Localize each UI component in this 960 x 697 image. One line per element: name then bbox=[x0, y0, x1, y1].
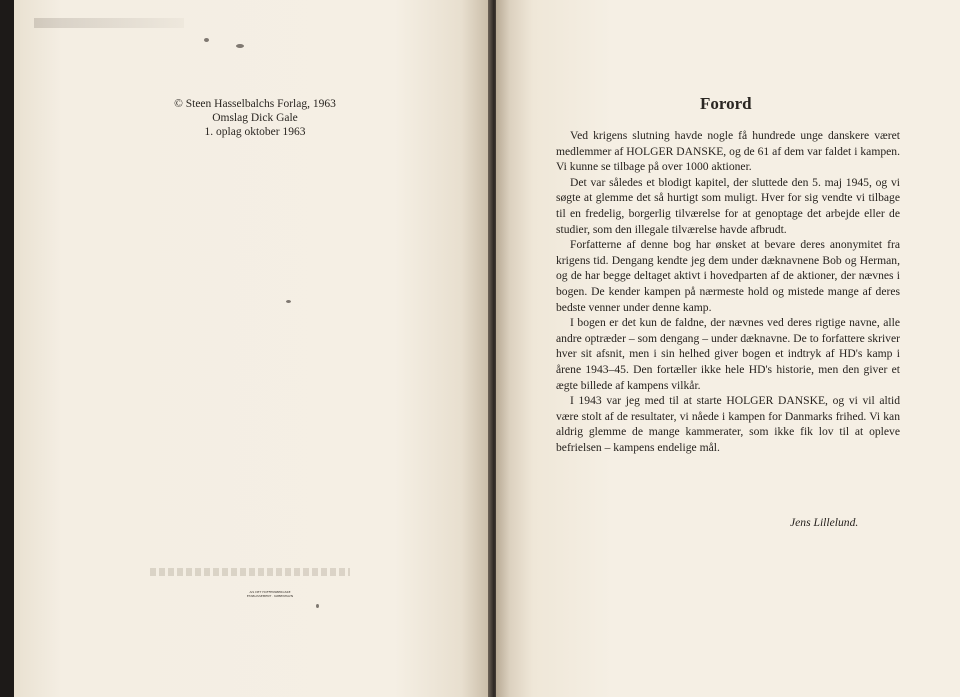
show-through-text bbox=[150, 568, 350, 576]
printer-mark-line: AiS DET HOFFENSBERGSKE bbox=[249, 590, 291, 594]
paragraph: Forfatterne af denne bog har ønsket at bevare deres anonymitet fra krigens tid. Dengang kendte jeg dem under dæknavnene Bob og Herman, og de har begge deltaget aktivt i hovedparten af de aktioner, der nævnes i bogen. De kender kampen på nærmeste hold og mistede mange af deres bedste venner under denne kamp. bbox=[556, 238, 900, 314]
signature: Jens Lillelund. bbox=[790, 516, 859, 529]
ink-speck bbox=[236, 44, 244, 48]
page-title: Forord bbox=[700, 94, 752, 113]
ink-speck bbox=[286, 300, 291, 303]
ink-speck bbox=[204, 38, 209, 42]
imprint-cover-credit: Omslag Dick Gale bbox=[212, 112, 298, 124]
page-stain bbox=[34, 18, 184, 28]
paragraph: Ved krigens slutning havde nogle få hundrede unge danskere været medlemmer af HOLGER DANSKE, og de 61 af dem var faldet i kampen. Vi kunne se tilbage på over 1000 aktioner. bbox=[556, 129, 900, 174]
paragraph: I bogen er det kun de faldne, der nævnes ved deres rigtige navne, alle andre optræder – som dengang – under dæknavne. De to forfattere skriver hver sit afsnit, men i sin helhed giver bogen et indtryk af HD's kamp i årene 1943–45. Den fortæller ikke hele HD's historie, men den giver et ægte billede af kampens vilkår. bbox=[556, 316, 900, 392]
paragraph: Det var således et blodigt kapitel, der sluttede den 5. maj 1945, og vi søgte at glemme det så hurtigt som muligt. Hver for sig vendte vi tilbage til en fredelig, borgerlig tilværelse for at genoptage det arbejde eller de studier, som den illegale tilværelse havde afbrudt. bbox=[556, 175, 900, 236]
imprint-block bbox=[150, 97, 360, 139]
printer-mark bbox=[240, 590, 300, 598]
printer-mark-line: ETABLISSEMENT · KØBENHAVN bbox=[246, 594, 294, 598]
paragraph: I 1943 var jeg med til at starte HOLGER DANSKE, og vi vil altid være stolt af de resultater, vi nåede i kampen for Danmarks frihed. Vi kan aldrig glemme de mange kammerater, som ikke fik lov til at opleve befrielsen – kampens endelige mål. bbox=[556, 394, 900, 454]
ink-speck bbox=[316, 604, 319, 608]
imprint-edition: 1. oplag oktober 1963 bbox=[204, 126, 306, 138]
foreword-body bbox=[556, 128, 900, 455]
imprint-copyright: © Steen Hasselbalchs Forlag, 1963 bbox=[174, 98, 336, 110]
